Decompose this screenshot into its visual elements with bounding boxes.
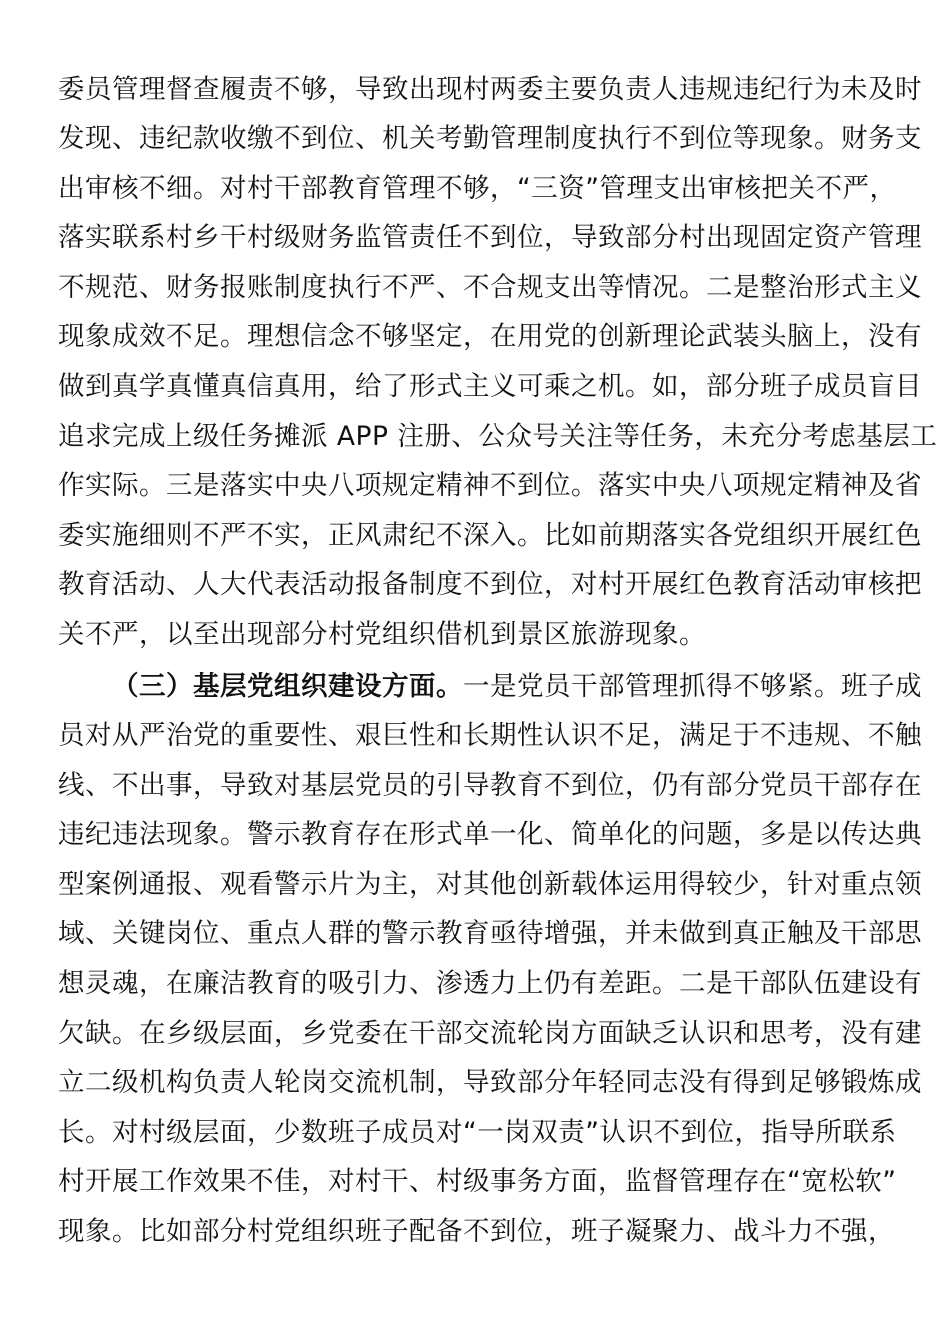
text-line: 村开展工作效果不佳，对村干、村级事务方面，监督管理存在“宽松软” — [58, 1166, 897, 1197]
text-line: 立二级机构负责人轮岗交流机制，导致部分年轻同志没有得到足够锻炼成 — [58, 1067, 922, 1098]
text-span: 一是党员干部管理抓得不够紧。班子成 — [463, 671, 922, 702]
text-line: 不规范、财务报账制度执行不严、不合规支出等情况。二是整治形式主义 — [58, 272, 922, 303]
text-line: 现象。比如部分村党组织班子配备不到位，班子凝聚力、战斗力不强， — [58, 1216, 895, 1247]
text-line: 作实际。三是落实中央八项规定精神不到位。落实中央八项规定精神及省 — [58, 470, 922, 501]
text-line: 型案例通报、观看警示片为主，对其他创新载体运用得较少，针对重点领 — [58, 869, 922, 900]
text-line: 做到真学真懂真信真用，给了形式主义可乘之机。如，部分班子成员盲目 — [58, 371, 922, 402]
text-line — [112, 667, 922, 707]
text-line: 落实联系村乡干村级财务监管责任不到位，导致部分村出现固定资产管理 — [58, 222, 922, 253]
text-line: 想灵魂，在廉洁教育的吸引力、渗透力上仍有差距。二是干部队伍建设有 — [58, 968, 922, 999]
text-line: 违纪违法现象。警示教育存在形式单一化、简单化的问题，多是以传达典 — [58, 819, 922, 850]
text-line: 出审核不细。对村干部教育管理不够，“三资”管理支出审核把关不严， — [58, 173, 897, 204]
text-line: 长。对村级层面，少数班子成员对“一岗双责”认识不到位，指导所联系 — [58, 1117, 897, 1148]
text-line: 追求完成上级任务摊派 APP 注册、公众号关注等任务，未充分考虑基层工 — [58, 421, 938, 452]
text-line: 域、关键岗位、重点人群的警示教育亟待增强，并未做到真正触及干部思 — [58, 918, 922, 949]
text-line: 委实施细则不严不实，正风肃纪不深入。比如前期落实各党组织开展红色 — [58, 520, 922, 551]
text-line: 现象成效不足。理想信念不够坚定，在用党的创新理论武装头脑上，没有 — [58, 321, 922, 352]
text-line: 教育活动、人大代表活动报备制度不到位，对村开展红色教育活动审核把 — [58, 569, 922, 600]
text-line: 关不严，以至出现部分村党组织借机到景区旅游现象。 — [58, 619, 706, 650]
section-heading: （三）基层党组织建设方面。 — [112, 671, 463, 702]
text-line: 欠缺。在乡级层面，乡党委在干部交流轮岗方面缺乏认识和思考，没有建 — [58, 1018, 922, 1049]
text-line: 线、不出事，导致对基层党员的引导教育不到位，仍有部分党员干部存在 — [58, 770, 922, 801]
text-line: 发现、违纪款收缴不到位、机关考勤管理制度执行不到位等现象。财务支 — [58, 123, 922, 154]
text-line: 员对从严治党的重要性、艰巨性和长期性认识不足，满足于不违规、不触 — [58, 720, 922, 751]
text-line: 委员管理督查履责不够，导致出现村两委主要负责人违规违纪行为未及时 — [58, 74, 922, 105]
